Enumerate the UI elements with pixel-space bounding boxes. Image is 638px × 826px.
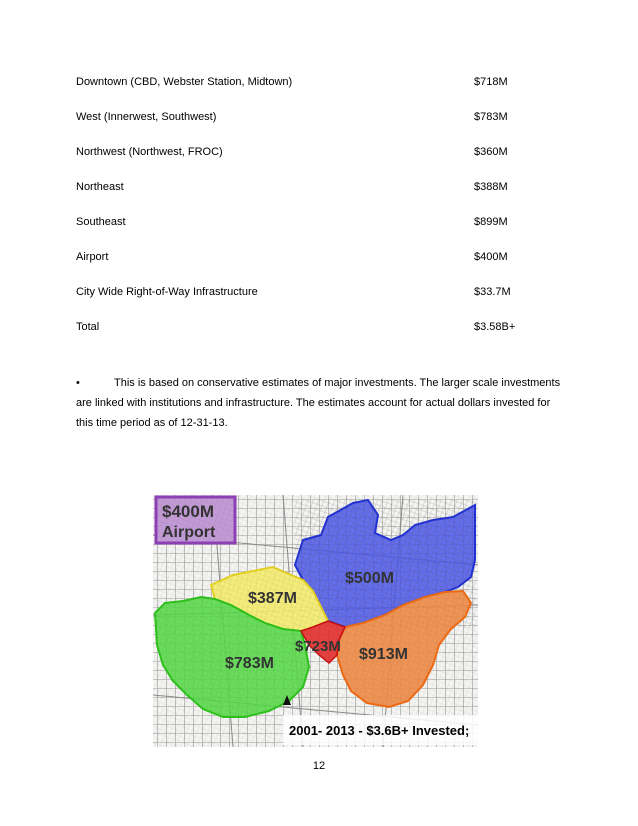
- row-amount: $718M: [474, 76, 508, 88]
- page-number: 12: [312, 760, 326, 772]
- table-row-downtown: [76, 76, 566, 94]
- table-row-airport: [76, 251, 566, 269]
- downtown-amount-label: $723M: [295, 638, 341, 655]
- note-text: This is based on conservative estimates of major investments. The larger scale investments are linked with institutions and infrastructure. The estimates account for actual dollars invested for this time period as of 12-31-13.: [76, 377, 561, 429]
- row-label: Downtown (CBD, Webster Station, Midtown): [76, 76, 293, 88]
- investment-map: [153, 495, 478, 747]
- map-caption: 2001- 2013 - $3.6B+ Invested;: [289, 723, 470, 738]
- bullet-icon: •: [76, 377, 80, 389]
- row-amount: $388M: [474, 181, 508, 193]
- row-amount: $783M: [474, 111, 508, 123]
- row-label: Northeast: [76, 181, 124, 193]
- row-amount: $400M: [474, 251, 508, 263]
- row-amount: $33.7M: [474, 286, 511, 298]
- table-row-northeast: [76, 181, 566, 199]
- northeast-amount-label: $500M: [345, 570, 394, 587]
- row-label: Airport: [76, 251, 109, 263]
- row-label: West (Innerwest, Southwest): [76, 111, 217, 123]
- row-amount: $899M: [474, 216, 508, 228]
- southeast-amount-label: $913M: [359, 646, 408, 663]
- row-label: Northwest (Northwest, FROC): [76, 146, 223, 158]
- row-label: Total: [76, 321, 100, 333]
- row-label: Southeast: [76, 216, 126, 228]
- airport-name-label: Airport: [162, 524, 216, 541]
- row-amount: $360M: [474, 146, 508, 158]
- row-amount: $3.58B+: [474, 321, 516, 333]
- table-row-southeast: [76, 216, 566, 234]
- bullet-note: [76, 373, 566, 433]
- table-row-citywide: [76, 286, 566, 304]
- table-row-west: [76, 111, 566, 129]
- row-label: City Wide Right-of-Way Infrastructure: [76, 286, 258, 298]
- west-amount-label: $783M: [225, 655, 274, 672]
- northwest-amount-label: $387M: [248, 590, 297, 607]
- table-row-total: [76, 321, 566, 339]
- table-row-northwest: [76, 146, 566, 164]
- airport-amount-label: $400M: [162, 502, 214, 521]
